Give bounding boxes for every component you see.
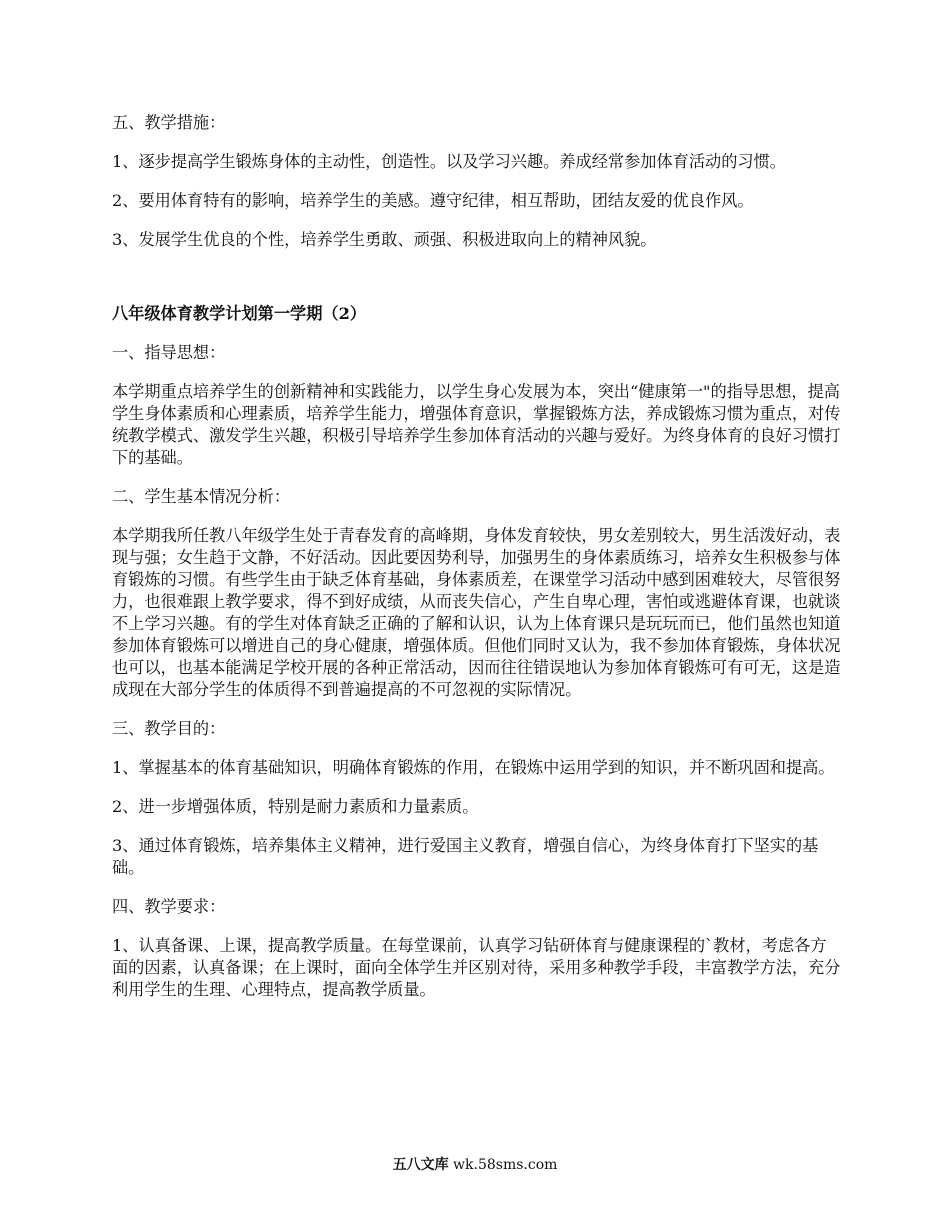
section5-item: 3、发展学生优良的个性，培养学生勇敢、顽强、积极进取向上的精神风貌。 xyxy=(112,230,657,249)
footer-brand: 五八文库 xyxy=(392,1157,449,1173)
section3-item: 1、掌握基本的体育基础知识，明确体育锻炼的作用，在锻炼中运用学到的知识，并不断巩固和提高。 xyxy=(112,758,835,777)
section4-item: 1、认真备课、上课，提高教学质量。在每堂课前，认真学习钻研体育与健康课程的`教材，考虑各方面的因素，认真备课；在上课时，面向全体学生并区别对待，采用多种教学手段，丰富教学方法，充分利用学生的生理、心理特点，提高教学质量。 xyxy=(112,936,841,999)
page-footer xyxy=(0,1156,950,1174)
document-body xyxy=(112,112,842,1018)
section3-item: 3、通过体育锻炼，培养集体主义精神，进行爱国主义教育，增强自信心，为终身体育打下坚实的基础。 xyxy=(112,836,819,877)
section3-heading: 三、教学目的： xyxy=(112,719,226,738)
document-title: 八年级体育教学计划第一学期（2） xyxy=(112,304,367,323)
section1-body: 本学期重点培养学生的创新精神和实践能力，以学生身心发展为本，突出“健康第一"的指导思想，提高学生身体素质和心理素质，培养学生能力，增强体育意识，掌握锻炼方法，养成锻炼习惯为重点，对传统教学模式、激发学生兴趣，积极引导培养学生参加体育活动的兴趣与爱好。为终身体育的良好习惯打下的基础。 xyxy=(112,382,841,467)
section5-heading: 五、教学措施： xyxy=(112,113,226,132)
section1-heading: 一、指导思想： xyxy=(112,343,226,362)
section4-heading: 四、教学要求： xyxy=(112,897,226,916)
section3-item: 2、进一步增强体质，特别是耐力素质和力量素质。 xyxy=(112,797,479,816)
section5-item: 1、逐步提高学生锻炼身体的主动性，创造性。以及学习兴趣。养成经常参加体育活动的习惯。 xyxy=(112,152,786,171)
section2-body: 本学期我所任教八年级学生处于青春发育的高峰期，身体发育较快，男女差别较大，男生活泼好动，表现与强；女生趋于文静，不好活动。因此要因势利导，加强男生的身体素质练习，培养女生积极参与体育锻炼的习惯。有些学生由于缺乏体育基础，身体素质差，在课堂学习活动中感到困难较大，尽管很努力，也很难跟上教学要求，得不到好成绩，从而丧失信心，产生自卑心理，害怕或逃避体育课，也就谈不上学习兴趣。有的学生对体育缺乏正确的了解和认识，认为上体育课只是玩玩而已，他们虽然也知道参加体育锻炼可以增进自己的身心健康，增强体质。但他们同时又认为，我不参加体育锻炼，身体状况也可以，也基本能满足学校开展的各种正常活动，因而往往错误地认为参加体育锻炼可有可无，这是造成现在大部分学生的体质得不到普遍提高的不可忽视的实际情况。 xyxy=(112,526,841,699)
section2-heading: 二、学生基本情况分析： xyxy=(112,487,291,506)
section5-item: 2、要用体育特有的影响，培养学生的美感。遵守纪律，相互帮助，团结友爱的优良作风。 xyxy=(112,191,754,210)
footer-url[interactable]: wk.58sms.com xyxy=(453,1157,558,1173)
